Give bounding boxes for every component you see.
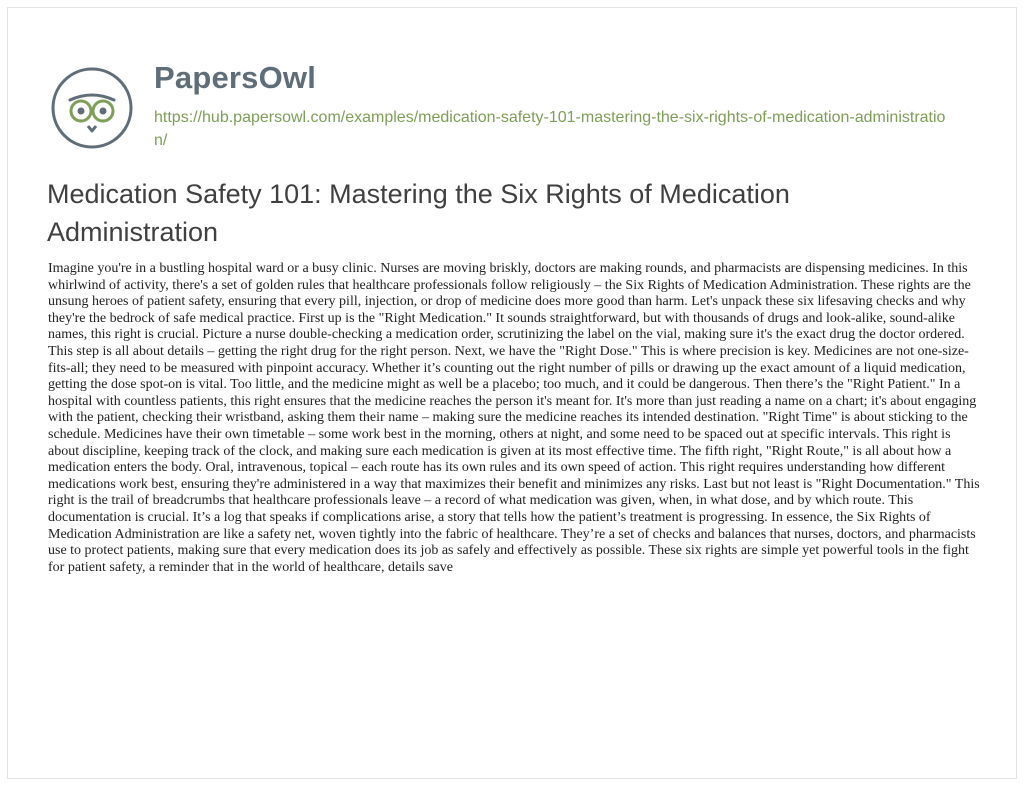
site-header [50, 58, 980, 158]
essay-title: Medication Safety 101: Mastering the Six Rights of Medication Administration [47, 179, 790, 247]
brand-name[interactable]: PapersOwl [154, 60, 317, 95]
owl-eyes-logo-icon [50, 66, 134, 150]
essay-body: Imagine you're in a bustling hospital ward or a busy clinic. Nurses are moving briskly, doctors are making rounds, and pharmacists are dispensing medicines. In this whirlwind of activity, there's a set of golden rules that healthcare professionals follow religiously – the Six Rights of Medication Administration. These rights are the unsung heroes of patient safety, ensuring that every pill, injection, or drop of medicine does more good than harm. Let's unpack these six lifesaving checks and why they're the bedrock of safe medical practice. First up is the "Right Medication." It sounds straightforward, but with thousands of drugs and look-alike, sound-alike names, this right is crucial. Picture a nurse double-checking a medication order, scrutinizing the label on the vial, making sure it's the exact drug the doctor ordered. This step is all about details – getting the right drug for the right person. Next, we have the "Right Dose." This is where precision is key. Medicines are not one-size-fits-all; they need to be measured with pinpoint accuracy. Whether it’s counting out the right number of pills or drawing up the exact amount of a liquid medication, getting the dose spot-on is vital. Too little, and the medicine might as well be a placebo; too much, and it could be dangerous. Then there’s the "Right Patient." In a hospital with countless patients, this right ensures that the medicine reaches the person it's meant for. It's more than just reading a name on a chart; it's about engaging with the patient, checking their wristband, asking them their name – making sure the medicine reaches its intended destination. "Right Time" is about sticking to the schedule. Medicines have their own timetable – some work best in the morning, others at night, and some need to be spaced out at specific intervals. This right is about discipline, keeping track of the clock, and making sure each medication is given at its most effective time. The fifth right, "Right Route," is all about how a medication enters the body. Oral, intravenous, topical – each route has its own rules and its own speed of action. This right requires understanding how different medications work best, ensuring they're administered in a way that maximizes their benefit and minimizes any risks. Last but not least is "Right Documentation." This right is the trail of breadcrumbs that healthcare professionals leave – a record of what medication was given, when, in what dose, and by which route. This documentation is crucial. It’s a log that speaks if complications arise, a story that tells how the patient’s treatment is progressing. In essence, the Six Rights of Medication Administration are like a safety net, woven tightly into the fabric of healthcare. They’re a set of checks and balances that nurses, doctors, and pharmacists use to protect patients, making sure that every medication does its job as safely and effectively as possible. These six rights are simple yet powerful tools in the fight for patient safety, a reminder that in the world of healthcare, details save [48, 261, 980, 575]
source-url-link[interactable]: https://hub.papersowl.com/examples/medication-safety-101-mastering-the-six-rights-of-medication-administration/ [154, 109, 946, 149]
